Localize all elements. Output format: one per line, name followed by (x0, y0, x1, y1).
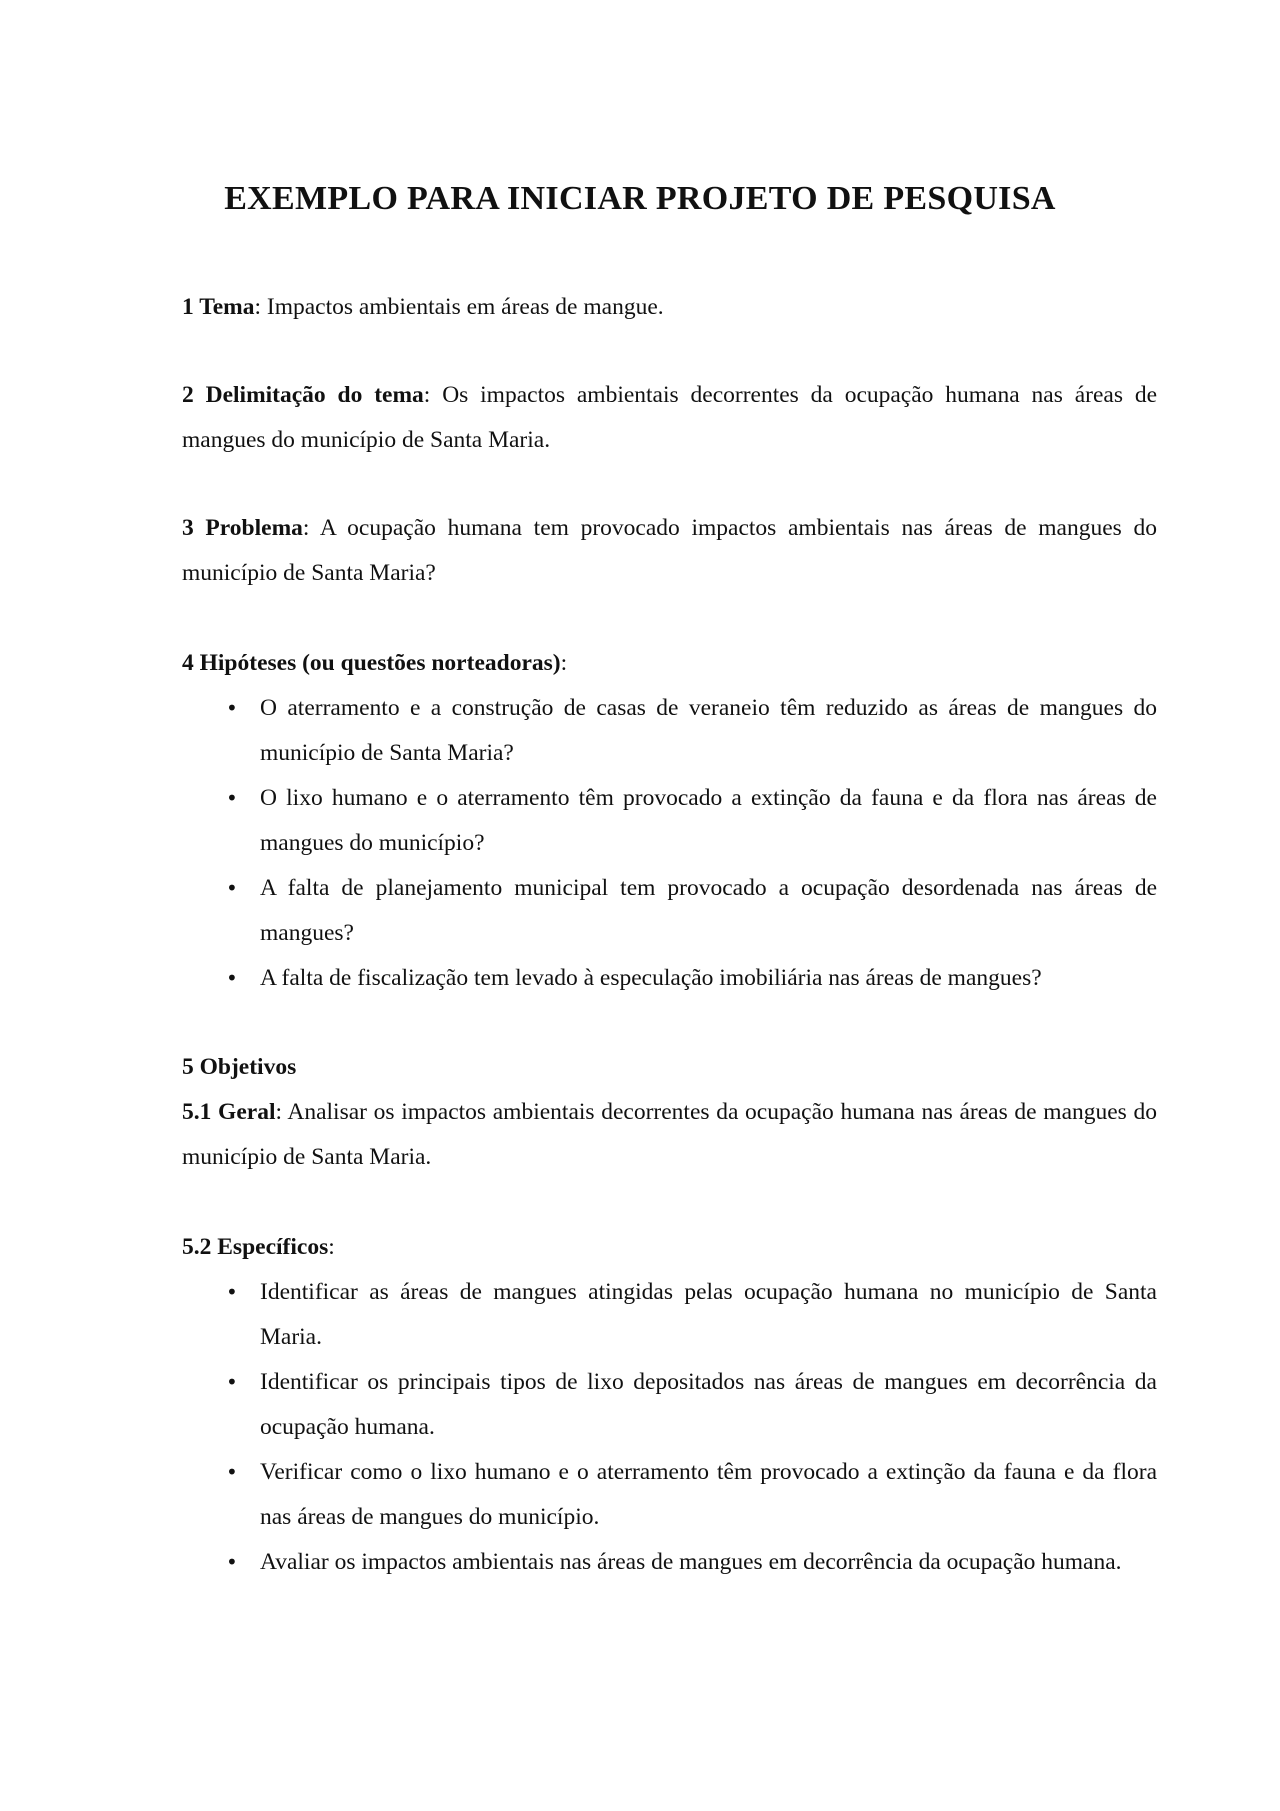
section-text: Os impactos ambientais decorrentes da ocupação humana nas áreas de mangues do município de Santa Maria. (182, 382, 1157, 453)
list-item-text: Identificar as áreas de mangues atingidas pelas ocupação humana no município de Santa Maria. (260, 1279, 1157, 1350)
list-item-text: Verificar como o lixo humano e o aterramento têm provocado a extinção da fauna e da flora nas áreas de mangues do município. (260, 1459, 1157, 1530)
section-text: Analisar os impactos ambientais decorrentes da ocupação humana nas áreas de mangues do município de Santa Maria. (182, 1099, 1157, 1170)
section-text: Impactos ambientais em áreas de mangue. (266, 294, 664, 320)
section-delimitacao: 2 Delimitação do tema: Os impactos ambientais decorrentes da ocupação humana nas áreas de mangues do município de Santa Maria. (182, 382, 1157, 453)
especificos-list (182, 1270, 1157, 1585)
section-especificos-heading: 5.2 Específicos: (182, 1234, 335, 1260)
section-label: 4 Hipóteses (ou questões norteadoras) (182, 650, 561, 676)
section-label: 3 Problema (182, 515, 303, 541)
list-item-text: Avaliar os impactos ambientais nas áreas de mangues em decorrência da ocupação humana. (260, 1549, 1122, 1575)
list-item (182, 686, 1157, 776)
bullet: • (226, 1550, 238, 1574)
list-item-text: A falta de planejamento municipal tem provocado a ocupação desordenada nas áreas de mangues? (260, 875, 1157, 946)
section-label: 5.1 Geral (182, 1099, 276, 1125)
section-objetivo-geral: 5.1 Geral: Analisar os impactos ambientais decorrentes da ocupação humana nas áreas de mangues do município de Santa Maria. (182, 1099, 1157, 1170)
list-item-text: O aterramento e a construção de casas de veraneio têm reduzido as áreas de mangues do município de Santa Maria? (260, 695, 1157, 766)
section-problema: 3 Problema: A ocupação humana tem provocado impactos ambientais nas áreas de mangues do município de Santa Maria? (182, 515, 1157, 586)
section-label: 5.2 Específicos (182, 1234, 329, 1260)
bullet: • (226, 876, 238, 900)
list-item (182, 776, 1157, 866)
list-item (182, 1450, 1157, 1540)
bullet: • (226, 786, 238, 810)
section-label: 1 Tema (182, 294, 255, 320)
list-item (182, 956, 1157, 1001)
bullet: • (226, 696, 238, 720)
list-item (182, 866, 1157, 956)
section-hipoteses-heading: 4 Hipóteses (ou questões norteadoras): (182, 650, 568, 676)
list-item-text: O lixo humano e o aterramento têm provocado a extinção da fauna e da flora nas áreas de mangues do município? (260, 785, 1157, 856)
section-label: 5 Objetivos (182, 1054, 297, 1080)
bullet: • (226, 1370, 238, 1394)
list-item (182, 1540, 1157, 1585)
list-item-text: Identificar os principais tipos de lixo depositados nas áreas de mangues em decorrência da ocupação humana. (260, 1369, 1157, 1440)
section-text: A ocupação humana tem provocado impactos ambientais nas áreas de mangues do município de Santa Maria? (182, 515, 1157, 586)
document-title: EXEMPLO PARA INICIAR PROJETO DE PESQUISA (224, 180, 1056, 217)
bullet: • (226, 1460, 238, 1484)
section-tema: 1 Tema: Impactos ambientais em áreas de mangue. (182, 294, 664, 320)
list-item-text: A falta de fiscalização tem levado à especulação imobiliária nas áreas de mangues? (260, 965, 1042, 991)
hipoteses-list (182, 686, 1157, 1001)
section-objetivos-heading (182, 1045, 1157, 1090)
list-item (182, 1360, 1157, 1450)
bullet: • (226, 1280, 238, 1304)
bullet: • (226, 966, 238, 990)
section-label: 2 Delimitação do tema (182, 382, 424, 408)
list-item (182, 1270, 1157, 1360)
